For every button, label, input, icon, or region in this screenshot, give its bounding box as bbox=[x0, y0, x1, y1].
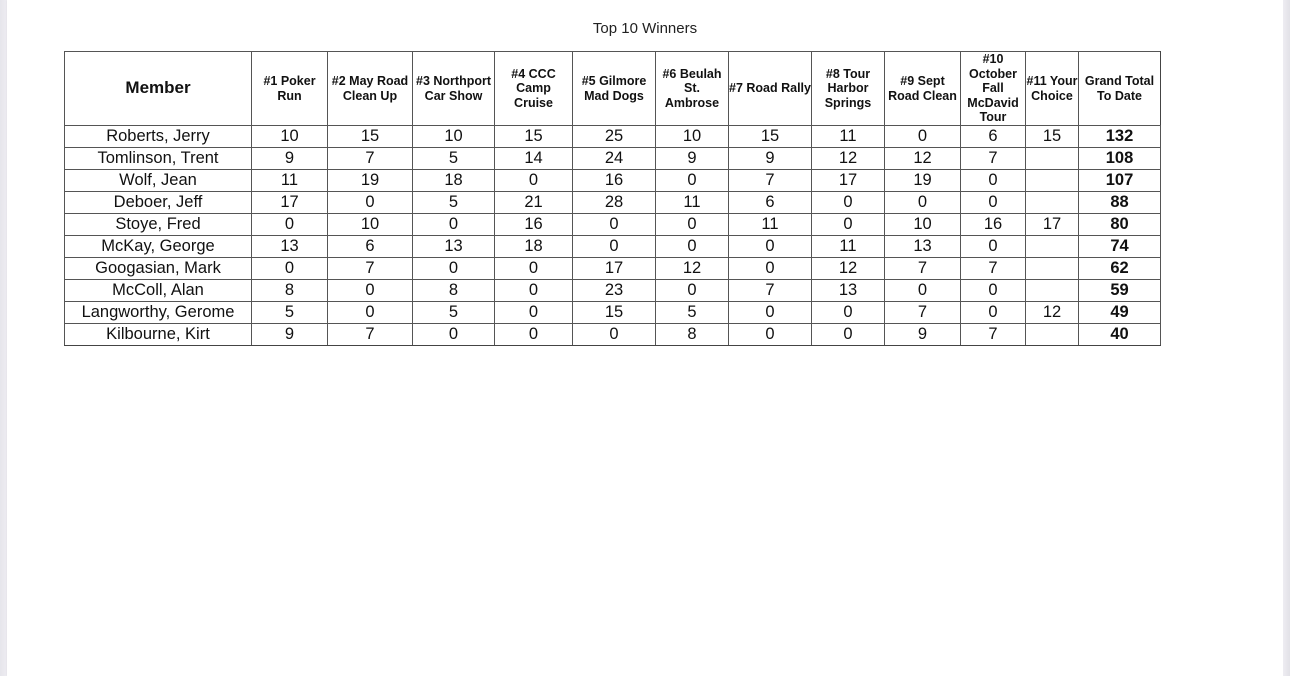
cell-event-11 bbox=[1026, 170, 1079, 192]
header-row bbox=[65, 52, 1161, 126]
cell-event-1: 17 bbox=[252, 192, 328, 214]
cell-event-6: 5 bbox=[656, 302, 729, 324]
column-header-event-1: #1 Poker Run bbox=[252, 52, 328, 126]
cell-event-11 bbox=[1026, 324, 1079, 346]
cell-event-3: 0 bbox=[413, 258, 495, 280]
cell-event-2: 15 bbox=[328, 126, 413, 148]
cell-member-name: Roberts, Jerry bbox=[65, 126, 252, 148]
cell-event-7: 6 bbox=[729, 192, 812, 214]
cell-event-3: 5 bbox=[413, 302, 495, 324]
cell-grand-total: 62 bbox=[1079, 258, 1161, 280]
cell-event-1: 8 bbox=[252, 280, 328, 302]
column-header-event-11: #11 Your Choice bbox=[1026, 52, 1079, 126]
cell-grand-total: 80 bbox=[1079, 214, 1161, 236]
cell-event-4: 21 bbox=[495, 192, 573, 214]
cell-event-8: 12 bbox=[812, 148, 885, 170]
cell-event-1: 11 bbox=[252, 170, 328, 192]
cell-event-5: 16 bbox=[573, 170, 656, 192]
cell-event-9: 7 bbox=[885, 302, 961, 324]
cell-event-10: 0 bbox=[961, 236, 1026, 258]
cell-event-6: 0 bbox=[656, 280, 729, 302]
cell-event-11: 17 bbox=[1026, 214, 1079, 236]
table-row bbox=[65, 170, 1161, 192]
cell-event-2: 7 bbox=[328, 258, 413, 280]
cell-event-7: 0 bbox=[729, 302, 812, 324]
cell-event-4: 0 bbox=[495, 324, 573, 346]
cell-event-4: 14 bbox=[495, 148, 573, 170]
cell-event-8: 0 bbox=[812, 302, 885, 324]
cell-grand-total: 107 bbox=[1079, 170, 1161, 192]
cell-event-1: 0 bbox=[252, 258, 328, 280]
cell-event-7: 9 bbox=[729, 148, 812, 170]
column-header-event-6: #6 Beulah St. Ambrose bbox=[656, 52, 729, 126]
table-body bbox=[65, 126, 1161, 346]
cell-event-3: 10 bbox=[413, 126, 495, 148]
cell-event-8: 13 bbox=[812, 280, 885, 302]
cell-event-11: 12 bbox=[1026, 302, 1079, 324]
cell-event-5: 17 bbox=[573, 258, 656, 280]
cell-event-10: 0 bbox=[961, 192, 1026, 214]
cell-event-11 bbox=[1026, 236, 1079, 258]
cell-event-9: 19 bbox=[885, 170, 961, 192]
cell-event-6: 0 bbox=[656, 236, 729, 258]
cell-event-7: 0 bbox=[729, 236, 812, 258]
column-header-event-7: #7 Road Rally bbox=[729, 52, 812, 126]
cell-event-6: 0 bbox=[656, 214, 729, 236]
cell-event-4: 15 bbox=[495, 126, 573, 148]
table-row bbox=[65, 214, 1161, 236]
cell-event-7: 7 bbox=[729, 280, 812, 302]
cell-event-1: 5 bbox=[252, 302, 328, 324]
cell-event-9: 9 bbox=[885, 324, 961, 346]
cell-event-8: 0 bbox=[812, 192, 885, 214]
cell-event-9: 13 bbox=[885, 236, 961, 258]
cell-event-10: 16 bbox=[961, 214, 1026, 236]
column-header-event-4: #4 CCC Camp Cruise bbox=[495, 52, 573, 126]
column-header-event-8: #8 Tour Harbor Springs bbox=[812, 52, 885, 126]
cell-event-8: 17 bbox=[812, 170, 885, 192]
table-row bbox=[65, 302, 1161, 324]
cell-event-3: 8 bbox=[413, 280, 495, 302]
cell-event-10: 0 bbox=[961, 280, 1026, 302]
cell-event-8: 12 bbox=[812, 258, 885, 280]
cell-event-9: 0 bbox=[885, 192, 961, 214]
table-row bbox=[65, 148, 1161, 170]
cell-event-3: 5 bbox=[413, 192, 495, 214]
cell-member-name: Kilbourne, Kirt bbox=[65, 324, 252, 346]
cell-member-name: Googasian, Mark bbox=[65, 258, 252, 280]
cell-event-1: 13 bbox=[252, 236, 328, 258]
cell-member-name: McColl, Alan bbox=[65, 280, 252, 302]
cell-event-5: 24 bbox=[573, 148, 656, 170]
cell-event-10: 0 bbox=[961, 170, 1026, 192]
cell-event-7: 0 bbox=[729, 324, 812, 346]
cell-event-3: 5 bbox=[413, 148, 495, 170]
cell-event-4: 0 bbox=[495, 280, 573, 302]
cell-event-11: 15 bbox=[1026, 126, 1079, 148]
cell-event-2: 0 bbox=[328, 192, 413, 214]
column-header-event-2: #2 May Road Clean Up bbox=[328, 52, 413, 126]
table-row bbox=[65, 236, 1161, 258]
cell-grand-total: 88 bbox=[1079, 192, 1161, 214]
cell-event-2: 19 bbox=[328, 170, 413, 192]
cell-grand-total: 74 bbox=[1079, 236, 1161, 258]
cell-event-3: 0 bbox=[413, 324, 495, 346]
cell-event-10: 6 bbox=[961, 126, 1026, 148]
cell-event-4: 0 bbox=[495, 302, 573, 324]
cell-event-10: 7 bbox=[961, 324, 1026, 346]
cell-event-11 bbox=[1026, 258, 1079, 280]
cell-event-6: 8 bbox=[656, 324, 729, 346]
cell-event-6: 12 bbox=[656, 258, 729, 280]
cell-event-1: 0 bbox=[252, 214, 328, 236]
table-row bbox=[65, 324, 1161, 346]
cell-member-name: Stoye, Fred bbox=[65, 214, 252, 236]
cell-member-name: Wolf, Jean bbox=[65, 170, 252, 192]
cell-event-9: 7 bbox=[885, 258, 961, 280]
cell-event-5: 15 bbox=[573, 302, 656, 324]
column-header-event-9: #9 Sept Road Clean bbox=[885, 52, 961, 126]
cell-event-7: 7 bbox=[729, 170, 812, 192]
cell-event-9: 12 bbox=[885, 148, 961, 170]
column-header-member: Member bbox=[65, 52, 252, 126]
cell-event-7: 0 bbox=[729, 258, 812, 280]
column-header-event-3: #3 Northport Car Show bbox=[413, 52, 495, 126]
cell-event-10: 0 bbox=[961, 302, 1026, 324]
cell-event-8: 11 bbox=[812, 126, 885, 148]
cell-event-5: 23 bbox=[573, 280, 656, 302]
cell-event-2: 7 bbox=[328, 324, 413, 346]
cell-event-4: 0 bbox=[495, 258, 573, 280]
cell-event-10: 7 bbox=[961, 148, 1026, 170]
document-title: Top 10 Winners bbox=[592, 20, 698, 37]
cell-event-2: 0 bbox=[328, 280, 413, 302]
cell-event-5: 0 bbox=[573, 324, 656, 346]
table-row bbox=[65, 280, 1161, 302]
cell-event-8: 0 bbox=[812, 214, 885, 236]
cell-event-9: 0 bbox=[885, 126, 961, 148]
cell-event-6: 0 bbox=[656, 170, 729, 192]
cell-event-7: 11 bbox=[729, 214, 812, 236]
cell-member-name: Deboer, Jeff bbox=[65, 192, 252, 214]
cell-event-4: 18 bbox=[495, 236, 573, 258]
cell-event-4: 16 bbox=[495, 214, 573, 236]
cell-event-2: 0 bbox=[328, 302, 413, 324]
cell-member-name: Langworthy, Gerome bbox=[65, 302, 252, 324]
winners-table bbox=[64, 51, 1161, 346]
table-row bbox=[65, 192, 1161, 214]
cell-event-5: 0 bbox=[573, 214, 656, 236]
cell-event-2: 10 bbox=[328, 214, 413, 236]
table-row bbox=[65, 126, 1161, 148]
cell-event-1: 9 bbox=[252, 324, 328, 346]
cell-grand-total: 108 bbox=[1079, 148, 1161, 170]
cell-event-8: 11 bbox=[812, 236, 885, 258]
cell-grand-total: 59 bbox=[1079, 280, 1161, 302]
column-header-event-5: #5 Gilmore Mad Dogs bbox=[573, 52, 656, 126]
cell-event-11 bbox=[1026, 280, 1079, 302]
cell-grand-total: 40 bbox=[1079, 324, 1161, 346]
cell-grand-total: 49 bbox=[1079, 302, 1161, 324]
cell-member-name: Tomlinson, Trent bbox=[65, 148, 252, 170]
cell-event-3: 0 bbox=[413, 214, 495, 236]
cell-event-3: 13 bbox=[413, 236, 495, 258]
cell-event-2: 6 bbox=[328, 236, 413, 258]
cell-event-9: 0 bbox=[885, 280, 961, 302]
cell-event-6: 9 bbox=[656, 148, 729, 170]
cell-event-11 bbox=[1026, 192, 1079, 214]
cell-event-5: 25 bbox=[573, 126, 656, 148]
cell-event-5: 0 bbox=[573, 236, 656, 258]
cell-event-9: 10 bbox=[885, 214, 961, 236]
cell-event-1: 10 bbox=[252, 126, 328, 148]
cell-event-2: 7 bbox=[328, 148, 413, 170]
cell-event-7: 15 bbox=[729, 126, 812, 148]
cell-event-1: 9 bbox=[252, 148, 328, 170]
cell-grand-total: 132 bbox=[1079, 126, 1161, 148]
viewer-scrollbar-track[interactable] bbox=[1283, 0, 1290, 676]
column-header-event-10: #10 October Fall McDavid Tour bbox=[961, 52, 1026, 126]
column-header-grand-total: Grand Total To Date bbox=[1079, 52, 1161, 126]
cell-member-name: McKay, George bbox=[65, 236, 252, 258]
cell-event-6: 10 bbox=[656, 126, 729, 148]
viewer-left-margin bbox=[0, 0, 7, 676]
cell-event-6: 11 bbox=[656, 192, 729, 214]
cell-event-10: 7 bbox=[961, 258, 1026, 280]
cell-event-4: 0 bbox=[495, 170, 573, 192]
table-row bbox=[65, 258, 1161, 280]
cell-event-3: 18 bbox=[413, 170, 495, 192]
cell-event-5: 28 bbox=[573, 192, 656, 214]
cell-event-11 bbox=[1026, 148, 1079, 170]
cell-event-8: 0 bbox=[812, 324, 885, 346]
